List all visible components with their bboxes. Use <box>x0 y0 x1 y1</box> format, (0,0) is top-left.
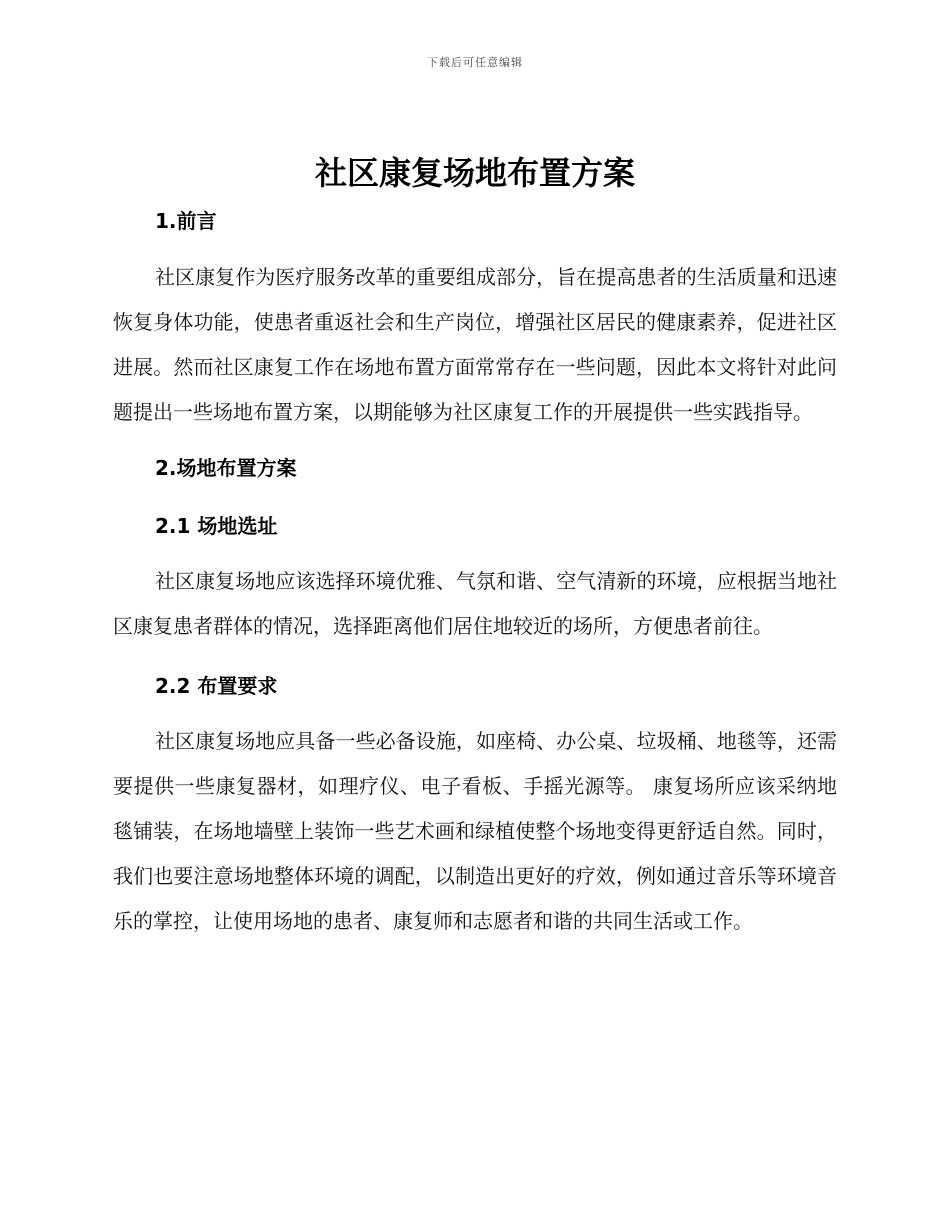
paragraph-intro: 社区康复作为医疗服务改革的重要组成部分，旨在提高患者的生活质量和迅速恢复身体功能，使患者重返社会和生产岗位，增强社区居民的健康素养，促进社区进展。然而社区康复工作在场地布置方面常常存在一些问题，因此本文将针对此问题提出一些场地布置方案，以期能够为社区康复工作的开展提供一些实践指导。 <box>113 265 837 424</box>
subsection-heading-requirements: 2.2 布置要求 <box>155 674 278 698</box>
section-heading-intro: 1.前言 <box>155 209 217 233</box>
document-content <box>113 148 837 944</box>
section-heading-plan: 2.场地布置方案 <box>155 456 297 480</box>
document-title: 社区康复场地布置方案 <box>314 154 635 192</box>
paragraph-requirements: 社区康复场地应具备一些必备设施，如座椅、办公桌、垃圾桶、地毯等，还需要提供一些康复器材，如理疗仪、电子看板、手摇光源等。 康复场所应该采纳地毯铺装，在场地墙壁上装饰一些艺术画和绿植使整个场地变得更舒适自然。同时，我们也要注意场地整体环境的调配，以制造出更好的疗效，例如通过音乐等环境音乐的掌控，让使用场地的患者、康复师和志愿者和谐的共同生活或工作。 <box>113 729 837 933</box>
paragraph-site: 社区康复场地应该选择环境优雅、气氛和谐、空气清新的环境，应根据当地社区康复患者群体的情况，选择距离他们居住地较近的场所，方便患者前往。 <box>113 569 837 638</box>
header-note: 下载后可任意编辑 <box>427 56 523 69</box>
subsection-heading-site: 2.1 场地选址 <box>155 514 278 538</box>
